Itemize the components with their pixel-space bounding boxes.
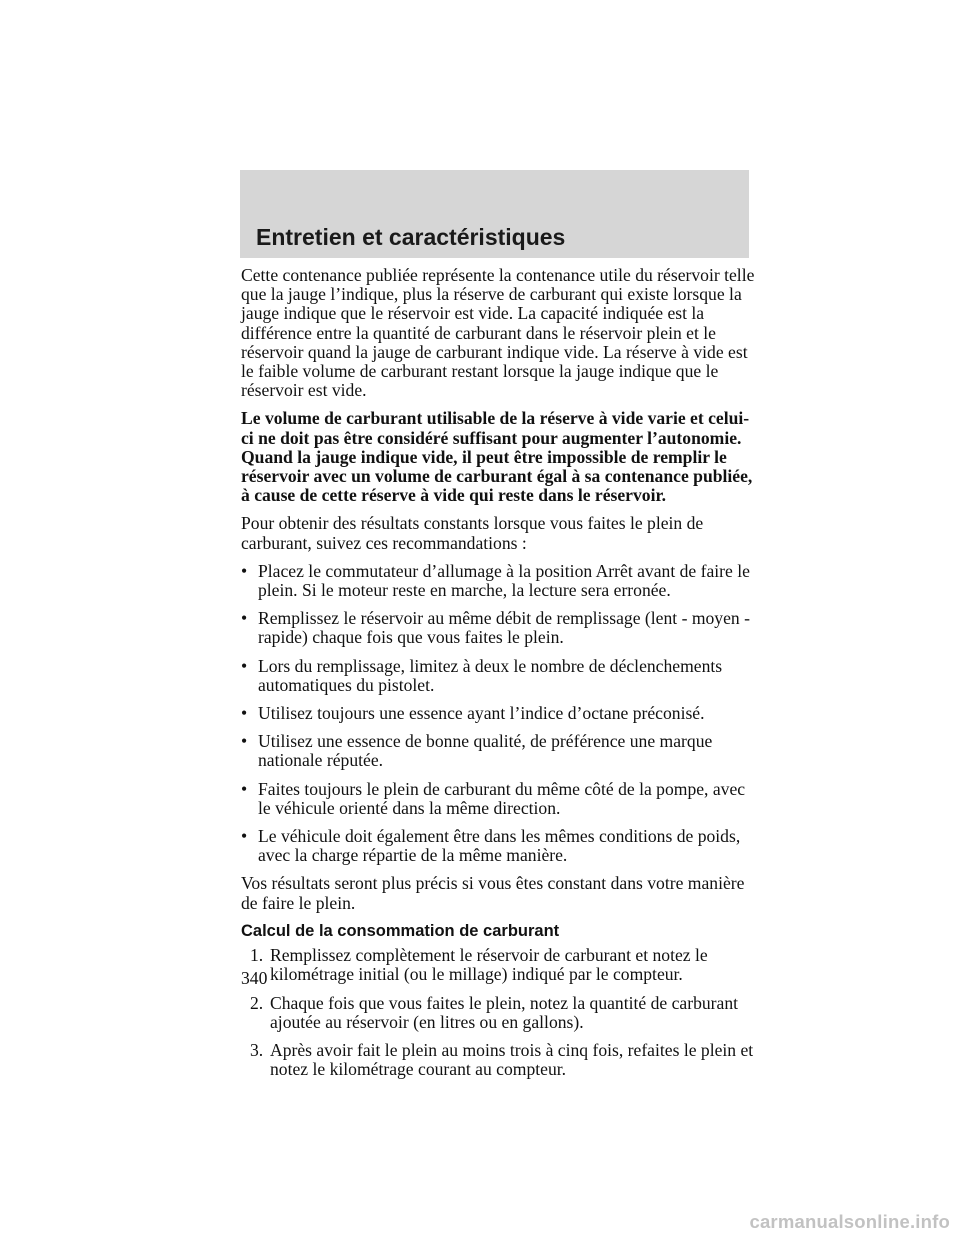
list-item [241, 562, 756, 600]
bullet-icon: • [241, 560, 248, 581]
step-item [241, 994, 756, 1032]
step-text: Remplissez complètement le réservoir de carburant et notez le kilométrage initial (ou le millage) indiqué par le compteur. [270, 945, 708, 985]
recommendations-intro: Pour obtenir des résultats constants lorsque vous faites le plein de carburant, suivez ces recommandations : [241, 513, 704, 553]
step-text: Après avoir fait le plein au moins trois à cinq fois, refaites le plein et notez le kilométrage courant au compteur. [270, 1039, 754, 1080]
list-item-text: Utilisez toujours une essence ayant l’indice d’octane préconisé. [258, 703, 705, 724]
bullet-icon: • [241, 826, 248, 847]
list-item [241, 609, 756, 647]
page-content [241, 266, 756, 1088]
list-item [241, 704, 756, 723]
step-text: Chaque fois que vous faites le plein, notez la quantité de carburant ajoutée au réservoir (en litres ou en gallons). [270, 992, 739, 1032]
list-item [241, 780, 756, 818]
page-number: 340 [241, 968, 268, 988]
step-number: 3. [250, 1039, 264, 1060]
list-item-text: Placez le commutateur d’allumage à la position Arrêt avant de faire le plein. Si le moteur reste en marche, la lecture sera erronée. [258, 560, 750, 601]
bullet-icon: • [241, 731, 248, 752]
step-item [241, 1041, 756, 1079]
recommendations-list [241, 562, 756, 866]
page-title: Entretien et caractéristiques [256, 224, 566, 250]
watermark: carmanualsonline.info [749, 1211, 950, 1232]
list-item-text: Le véhicule doit également être dans les mêmes conditions de poids, avec la charge répartie de la même manière. [258, 826, 741, 866]
conclusion-paragraph: Vos résultats seront plus précis si vous êtes constant dans votre manière de faire le plein. [241, 873, 745, 913]
step-number: 1. [250, 945, 264, 966]
warning-paragraph: Le volume de carburant utilisable de la réserve à vide varie et celui-ci ne doit pas être considéré suffisant pour augmenter l’autonomie. Quand la jauge indique vide, il peut être impossible de remplir le réservoir avec un volume de carburant égal à sa contenance publiée, à cause de cette réserve à vide qui reste dans le réservoir. [241, 408, 753, 506]
list-item-text: Lors du remplissage, limitez à deux le nombre de déclenchements automatiques du pistolet. [258, 655, 723, 695]
intro-paragraph: Cette contenance publiée représente la contenance utile du réservoir telle que la jauge l’indique, plus la réserve de carburant qui existe lorsque la jauge indique que le réservoir est vide. La capacité indiquée est la différence entre la quantité de carburant dans le réservoir plein et le réservoir quand la jauge de carburant indique vide. La réserve à vide est le faible volume de carburant restant lorsque la jauge indique que le réservoir est vide. [241, 265, 755, 401]
bullet-icon: • [241, 655, 248, 676]
list-item [241, 827, 756, 865]
step-item [241, 946, 756, 984]
step-number: 2. [250, 992, 264, 1013]
section-heading: Calcul de la consommation de carburant [241, 921, 560, 940]
list-item [241, 657, 756, 695]
bullet-icon: • [241, 703, 248, 724]
list-item [241, 732, 756, 770]
list-item-text: Faites toujours le plein de carburant du même côté de la pompe, avec le véhicule orienté dans la même direction. [258, 778, 746, 818]
list-item-text: Remplissez le réservoir au même débit de remplissage (lent - moyen - rapide) chaque fois que vous faites le plein. [258, 608, 750, 648]
list-item-text: Utilisez une essence de bonne qualité, de préférence une marque nationale réputée. [258, 731, 713, 771]
steps-list [241, 946, 756, 1079]
bullet-icon: • [241, 608, 248, 629]
bullet-icon: • [241, 778, 248, 799]
